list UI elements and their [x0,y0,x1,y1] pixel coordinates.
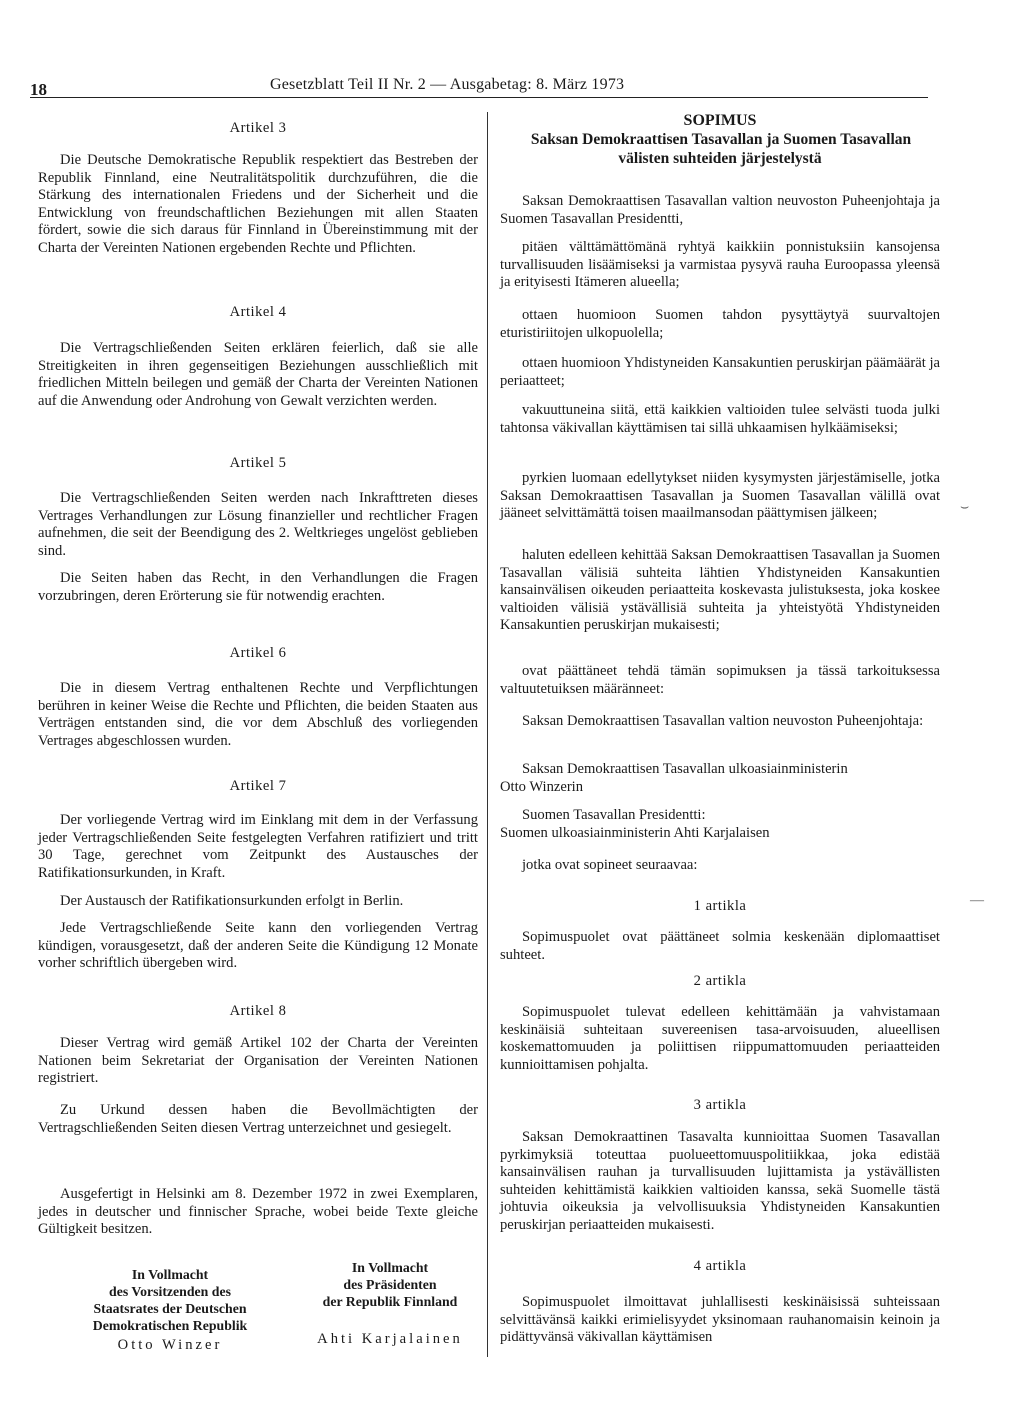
artikla-3-text: Saksan Demokraattinen Tasavalta kunnioittaa Suomen Tasavallan pyrkimyksiä toteuttaa puolueettomuuspolitiikkaa, joka edistää kansainvälisen rauhan ja turvallisuuden lujittamista ja ystävällisten suhteiden kehittämistä kaikkien valtioiden kanssa, sekä Suomelle tästä johtuvia oikeuksia ja velvollisuuksia Yhdistyneiden Kansakuntien peruskirjan periaatteiden mukaisesti. [500,1129,940,1233]
fi-preamble-7: haluten edelleen kehittää Saksan Demokraattisen Tasavallan ja Suomen Tasavallan välisiä suhteita lähtien Yhdistyneiden Kansakuntien kansainvälisen oikeuden periaatteita koskevasta julistuksesta, joka koskee valtioiden välisiä ystävällisiä suhteita ja yhteistyötä Yhdistyneiden Kansakuntien peruskirjan mukaisesti; [500,547,940,634]
signature-block-finland [290,1259,490,1310]
sopimus-subtitle-1: Saksan Demokraattisen Tasavallan ja Suomen Tasavallan [530,131,912,148]
fi-preamble-8: ovat päättäneet tehdä tämän sopimuksen ja tässä tarkoituksessa valtuutetuiksen määränneet: [500,663,940,697]
artikel-5-text-1: Die Vertragschließenden Seiten werden nach Inkrafttreten dieses Vertrages Verhandlungen zur Lösung finanzieller und rechtlicher Fragen aufnehmen, die seit der Beendigung des 2. Weltkrieges ungelöst geblieben sind. [38,490,478,559]
sig-fin-line: In Vollmacht [351,1260,429,1275]
artikla-2-text: Sopimuspuolet tulevat edelleen kehittämään ja vahvistamaan keskinäisiä suhteitaan suvereenisen tasa-arvoisuuden, alueellisen koskemattomuuden ja poliittisen riippumattomuuden periaatteiden kunnioittamisen pohjalta. [500,1004,940,1073]
artikel-7-text-1: Der vorliegende Vertrag wird im Einklang mit dem in der Verfassung jeder Vertragschließenden Seite festgelegten Verfahren ratifiziert und tritt 30 Tage, gerechnet vom Zeitpunkt des Austausches der Ratifikationsurkunden, in Kraft. [38,812,478,881]
fi-preamble-5: vakuuttuneina siitä, että kaikkien valtioiden tulee selvästi tuoda julki tahtonsa väkivallan käyttämisen tai sillä uhkaamisen hylkäämiseksi; [500,402,940,436]
page-header-title: Gesetzblatt Teil II Nr. 2 — Ausgabetag: 8. März 1973 [270,76,625,93]
artikel-6-text: Die in diesem Vertrag enthaltenen Rechte und Verpflichtungen berühren in keiner Weise die Rechte und Pflichten, die beiden Staaten aus Verträgen entstanden sind, die vor dem Abschluß des vorliegenden Vertrages abgeschlossen wurden. [38,680,478,749]
sopimus-title: SOPIMUS [683,112,757,129]
signatory-name-finland: Ahti Karjalainen [317,1331,463,1347]
artikel-3-heading: Artikel 3 [229,120,287,136]
sig-fin-line: der Republik Finnland [322,1294,458,1309]
page-number: 18 [30,80,47,99]
fi-preamble-6: pyrkien luomaan edellytykset niiden kysymysten järjestämiselle, jotka Saksan Demokraattisen Tasavallan ja Suomen Tasavallan välillä ovat jääneet selvittämättä toisen maailmansodan päättymisen jälkeen; [500,470,940,522]
sig-gdr-line: Staatsrates der Deutschen [93,1301,247,1316]
artikel-7-text-2: Der Austausch der Ratifikationsurkunden erfolgt in Berlin. [60,893,404,909]
artikel-8-heading: Artikel 8 [229,1003,287,1019]
closing-text: Ausgefertigt in Helsinki am 8. Dezember 1972 in zwei Exemplaren, jedes in deutscher und finnischer Sprache, wobei beide Texte gleiche Gültigkeit besitzen. [38,1186,478,1238]
column-divider [487,112,488,1357]
sig-gdr-line: des Vorsitzenden des [109,1284,231,1299]
fi-preamble-3: ottaen huomioon Suomen tahdon pysyttäytyä suurvaltojen eturistiriitojen ulkopuolella; [500,307,940,341]
artikla-3-heading: 3 artikla [693,1097,747,1113]
sig-gdr-line: Demokratischen Republik [92,1318,248,1333]
artikel-5-text-2: Die Seiten haben das Recht, in den Verhandlungen die Fragen vorzubringen, deren Erörterung sie für notwendig erachten. [38,570,478,604]
fi-preamble-1: Saksan Demokraattisen Tasavallan valtion neuvoston Puheenjohtaja ja Suomen Tasavallan Presidentti, [500,193,940,227]
fi-preamble-2: pitäen välttämättömänä ryhtyä kaikkiin ponnistuksiin kansojensa turvallisuuden lisäämiseksi ja varmistaa pysyvä rauha Euroopassa yleensä ja erityisesti Itämeren alueella; [500,239,940,291]
header-rule [30,97,928,98]
margin-scan-mark: ⌣ [960,500,970,515]
artikla-4-heading: 4 artikla [693,1258,747,1274]
margin-scan-mark: — [970,893,984,908]
artikel-6-heading: Artikel 6 [229,645,287,661]
artikel-4-text: Die Vertragschließenden Seiten erklären feierlich, daß sie alle Streitigkeiten in ihren gegenseitigen Beziehungen ausschließlich mit friedlichen Mitteln beilegen und gemäß der Charta der Vereinten Nationen auf die Anwendung oder Androhung von Gewalt verzichten werden. [38,340,478,409]
fi-preamble-11b: Suomen ulkoasiainministerin Ahti Karjalaisen [500,825,770,841]
artikla-4-text: Sopimuspuolet ilmoittavat juhlallisesti keskinäisissä suhteissaan selvittävänsä kaikki erimielisyydet yksinomaan rauhanomaisin keinoin ja pidättyvänsä väkivallan käyttämisen [500,1294,940,1346]
artikel-7-text-3: Jede Vertragschließende Seite kann den vorliegenden Vertrag kündigen, vorausgesetzt, daß der anderen Seite die Kündigung 12 Monate vorher schriftlich übergeben wird. [38,920,478,972]
artikel-4-heading: Artikel 4 [229,304,287,320]
artikla-1-heading: 1 artikla [693,898,747,914]
sig-gdr-line: In Vollmacht [131,1267,209,1282]
artikla-1-text: Sopimuspuolet ovat päättäneet solmia keskenään diplomaattiset suhteet. [500,929,940,963]
artikel-5-heading: Artikel 5 [229,455,287,471]
signatory-name-gdr: Otto Winzer [117,1337,223,1353]
signature-block-gdr [60,1266,280,1334]
sig-fin-line: des Präsidenten [343,1277,437,1292]
sopimus-subtitle-2: välisten suhteiden järjestelystä [618,150,822,167]
fi-preamble-11a: Suomen Tasavallan Presidentti: [522,807,706,823]
fi-preamble-10a: Saksan Demokraattisen Tasavallan ulkoasiainministerin [522,761,848,777]
artikel-8-text-2: Zu Urkund dessen haben die Bevollmächtigten der Vertragschließenden Seiten diesen Vertrag unterzeichnet und gesiegelt. [38,1102,478,1136]
artikel-3-text: Die Deutsche Demokratische Republik respektiert das Bestreben der Republik Finnland, eine Neutralitätspolitik durchzuführen, die die Stärkung des internationalen Friedens und der Sicherheit und die Entwicklung von freundschaftlichen Beziehungen mit allen Staaten fördert, sowie die sich daraus für Finnland in Übereinstimmung mit der Charta der Vereinten Nationen ergebenden Rechte und Pflichten. [38,152,478,256]
fi-preamble-4: ottaen huomioon Yhdistyneiden Kansakuntien peruskirjan päämäärät ja periaatteet; [500,355,940,389]
artikla-2-heading: 2 artikla [693,973,747,989]
artikel-7-heading: Artikel 7 [229,778,287,794]
fi-preamble-12: jotka ovat sopineet seuraavaa: [522,857,698,873]
fi-preamble-10b: Otto Winzerin [500,779,584,795]
artikel-8-text-1: Dieser Vertrag wird gemäß Artikel 102 der Charta der Vereinten Nationen beim Sekretariat der Organisation der Vereinten Nationen registriert. [38,1035,478,1087]
fi-preamble-9: Saksan Demokraattisen Tasavallan valtion neuvoston Puheenjohtaja: [522,713,924,729]
